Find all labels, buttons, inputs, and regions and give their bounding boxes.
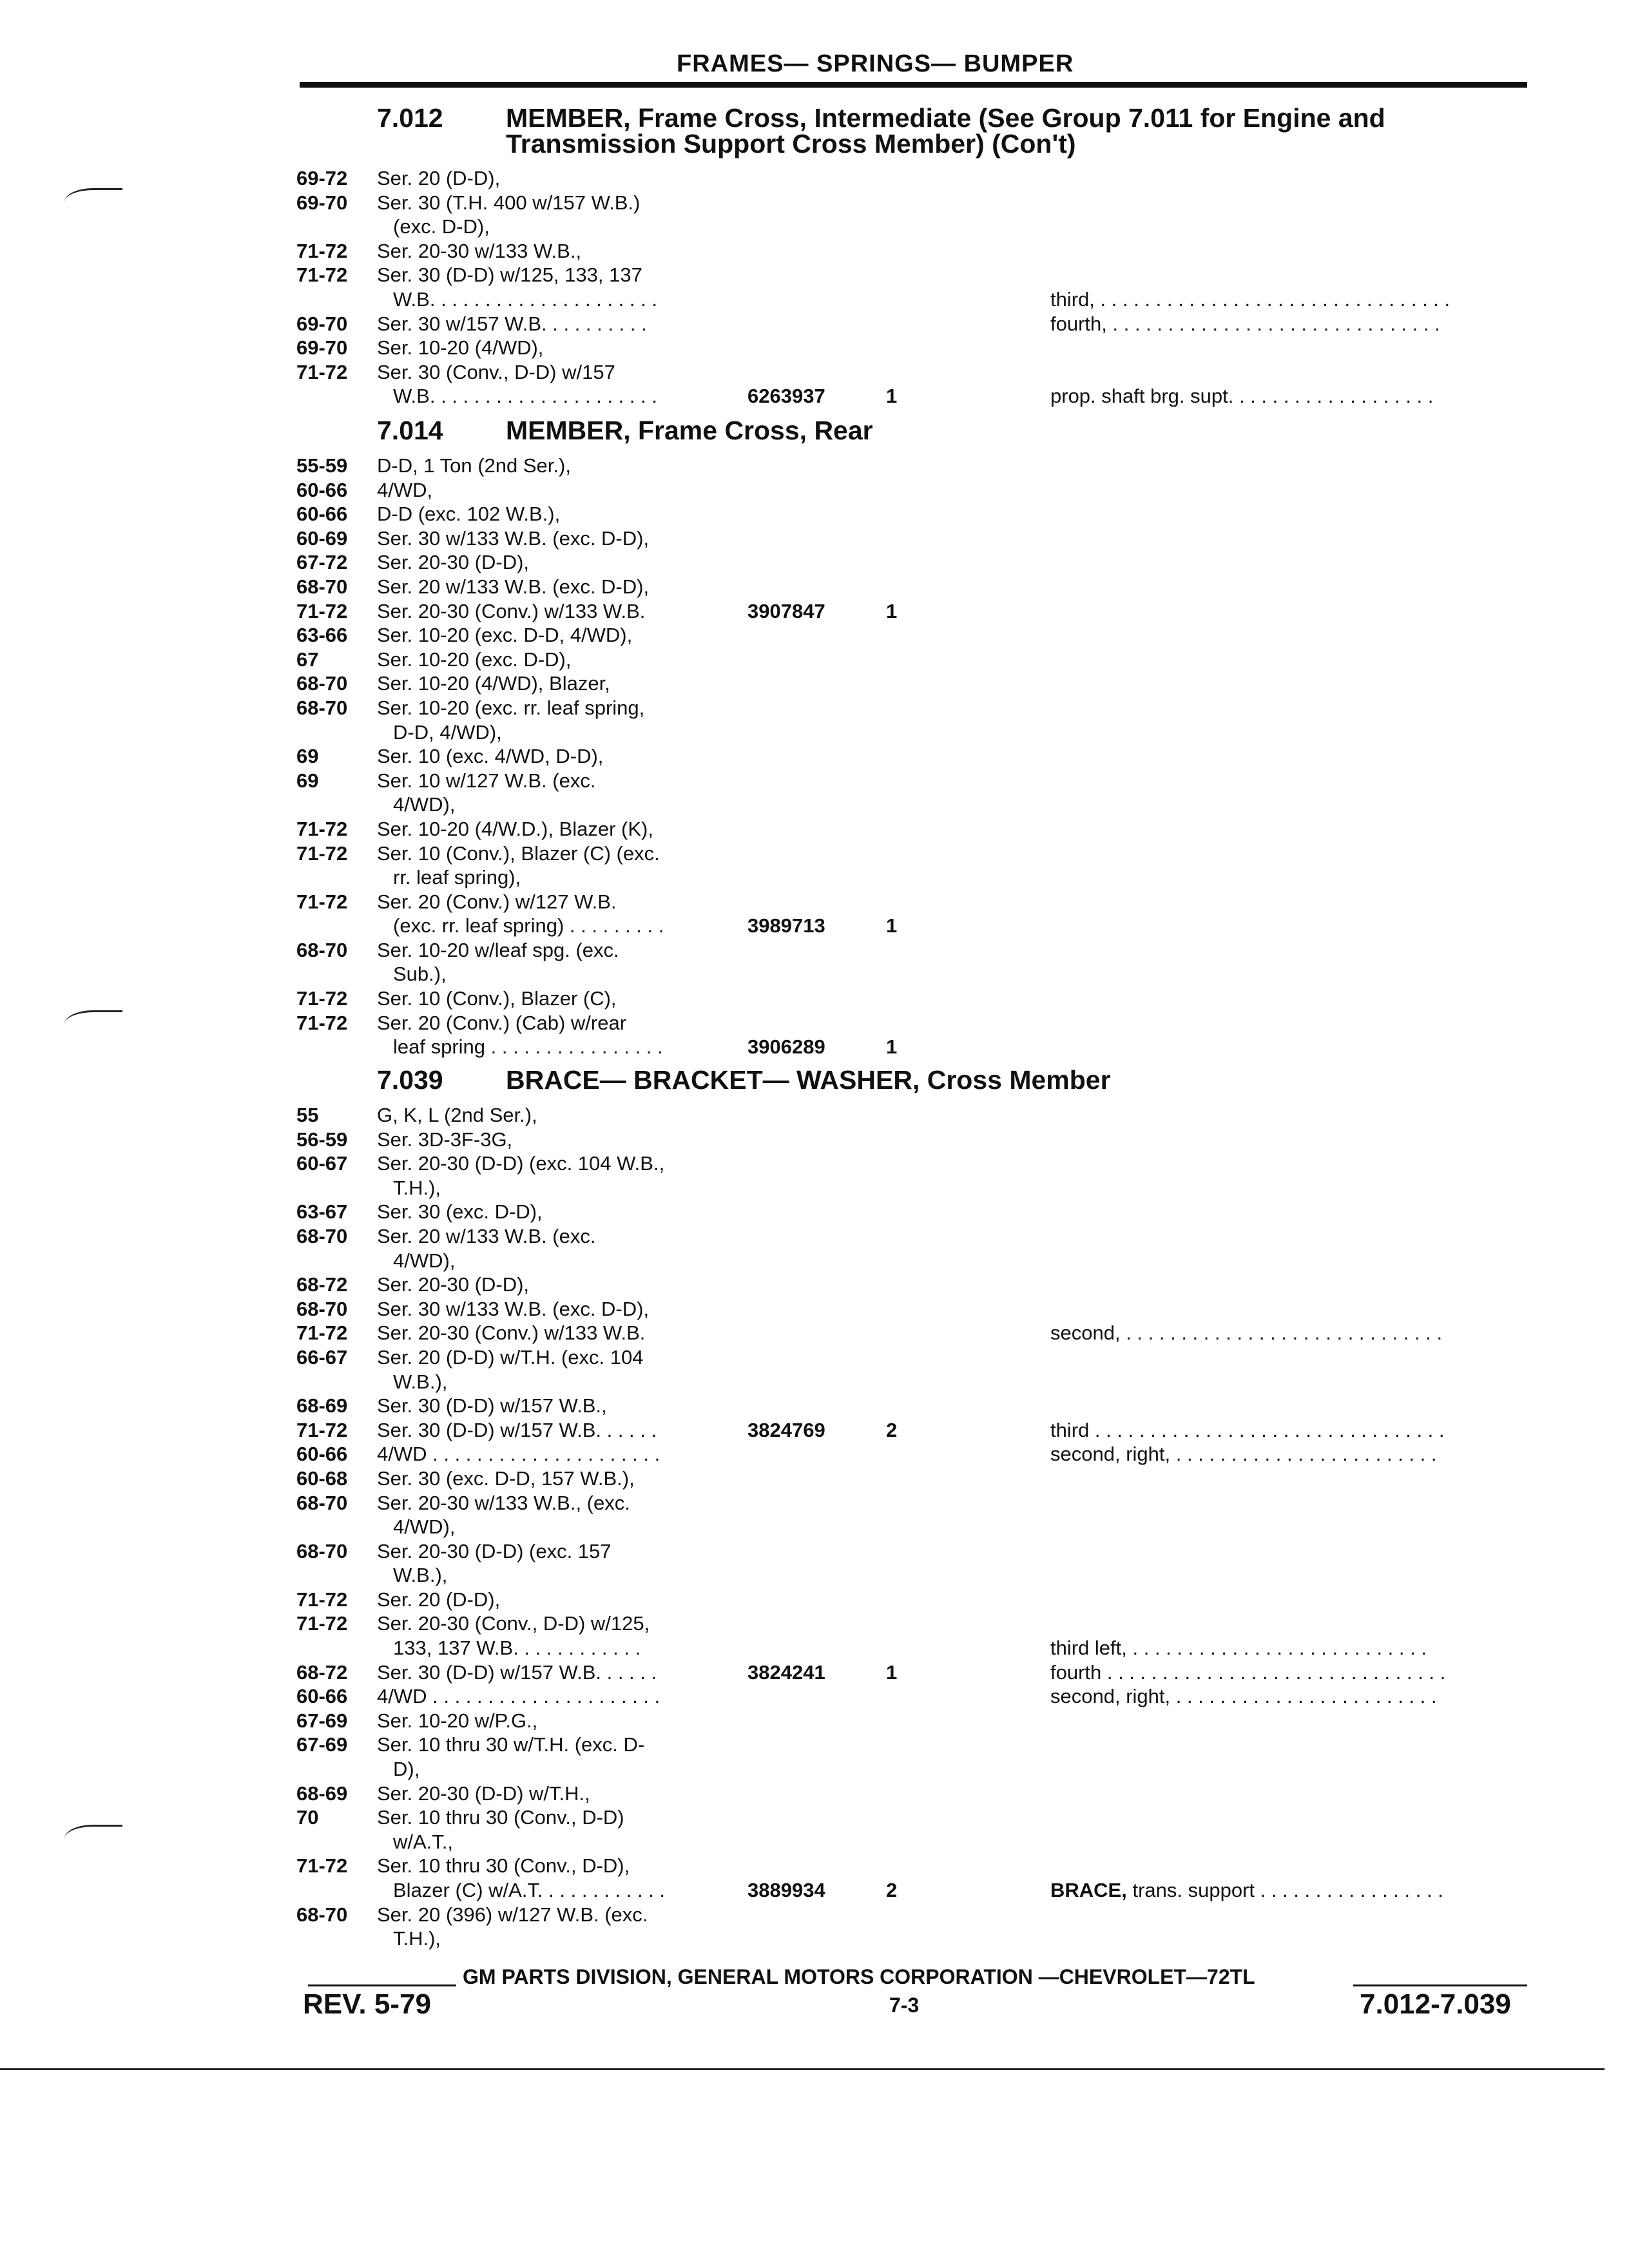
section-number: 7.039 bbox=[377, 1065, 443, 1095]
part-note bbox=[1050, 287, 1450, 312]
application-description: T.H.), bbox=[393, 1927, 441, 1950]
application-description: Ser. 20-30 (D-D) w/T.H., bbox=[377, 1782, 590, 1805]
part-note-text: third . . . . . . . . . . . . . . . . . . . . . . . . . . . . . . . . bbox=[1050, 1418, 1445, 1441]
application-description: (exc. rr. leaf spring) . . . . . . . . . bbox=[393, 914, 664, 937]
margin-mark bbox=[64, 1825, 122, 1852]
quantity: 1 bbox=[886, 914, 898, 937]
model-years: 67-69 bbox=[296, 1733, 348, 1756]
application-description: Ser. 10 (Conv.), Blazer (C), bbox=[377, 987, 617, 1010]
application-description: leaf spring . . . . . . . . . . . . . . . . bbox=[393, 1035, 663, 1059]
model-years: 71-72 bbox=[296, 599, 348, 622]
section-title: MEMBER, Frame Cross, Rear bbox=[506, 416, 873, 445]
application-description: W.B. . . . . . . . . . . . . . . . . . . . . bbox=[393, 287, 657, 311]
application-description: Sub.), bbox=[393, 963, 447, 986]
application-description: Ser. 20 (D-D) w/T.H. (exc. 104 bbox=[377, 1345, 644, 1369]
model-years: 68-70 bbox=[296, 1297, 348, 1320]
application-description: Ser. 20 (D-D), bbox=[377, 1588, 501, 1611]
page-range: 7.012-7.039 bbox=[1360, 1988, 1511, 2020]
application-description: Ser. 20 w/133 W.B. (exc. D-D), bbox=[377, 575, 650, 598]
model-years: 68-70 bbox=[296, 1539, 348, 1562]
part-number: 3989713 bbox=[747, 914, 825, 937]
model-years: 55 bbox=[296, 1104, 319, 1126]
model-years: 69-70 bbox=[296, 336, 348, 360]
model-years: 68-72 bbox=[296, 1660, 348, 1684]
application-description: Ser. 30 w/157 W.B. . . . . . . . . . bbox=[377, 312, 647, 335]
application-description: Ser. 10-20 (4/WD), Blazer, bbox=[377, 672, 610, 695]
model-years: 66-67 bbox=[296, 1345, 348, 1369]
application-description: Ser. 20-30 w/133 W.B., bbox=[377, 239, 582, 262]
section-header-7039 bbox=[377, 1067, 1537, 1096]
quantity: 1 bbox=[886, 385, 898, 408]
model-years: 68-70 bbox=[296, 696, 348, 719]
model-years: 68-72 bbox=[296, 1273, 348, 1296]
part-note bbox=[1050, 1636, 1427, 1660]
model-years: 68-70 bbox=[296, 575, 348, 598]
model-years: 56-59 bbox=[296, 1128, 348, 1151]
section-number: 7.014 bbox=[377, 416, 443, 445]
model-years: 71-72 bbox=[296, 1418, 348, 1441]
application-description: Ser. 20-30 (D-D) (exc. 104 W.B., bbox=[377, 1152, 665, 1175]
part-note-text: second, . . . . . . . . . . . . . . . . . . . . . . . . . . . . . bbox=[1050, 1321, 1443, 1345]
footer-text: GM PARTS DIVISION, GENERAL MOTORS CORPORATION —CHEVROLET—72TL bbox=[463, 1965, 1255, 1988]
footer-rule-right bbox=[1353, 1984, 1527, 1986]
part-note-text: trans. support . . . . . . . . . . . . . . . . . bbox=[1126, 1879, 1443, 1901]
application-description: Ser. 10-20 w/leaf spg. (exc. bbox=[377, 938, 619, 961]
part-note-text: third, . . . . . . . . . . . . . . . . . . . . . . . . . . . . . . . . bbox=[1050, 287, 1451, 311]
application-description: Ser. 20-30 (D-D) (exc. 157 bbox=[377, 1539, 612, 1562]
model-years: 63-67 bbox=[296, 1200, 348, 1224]
footer-rule-left bbox=[308, 1984, 456, 1986]
application-description: 4/WD . . . . . . . . . . . . . . . . . . . . . bbox=[377, 1443, 660, 1466]
application-description: 133, 137 W.B. . . . . . . . . . . . bbox=[393, 1637, 641, 1660]
model-years: 70 bbox=[296, 1806, 319, 1829]
part-number: 3824769 bbox=[747, 1418, 825, 1441]
application-description: Ser. 10 w/127 W.B. (exc. bbox=[377, 769, 596, 792]
part-note bbox=[1050, 1684, 1437, 1709]
model-years: 68-70 bbox=[296, 1224, 348, 1247]
application-description: Ser. 10 (Conv.), Blazer (C) (exc. bbox=[377, 841, 660, 865]
application-description: Ser. 20 w/133 W.B. (exc. bbox=[377, 1224, 596, 1247]
model-years: 71-72 bbox=[296, 1011, 348, 1034]
part-note bbox=[1050, 312, 1440, 336]
application-description: G, K, L (2nd Ser.), bbox=[377, 1104, 537, 1126]
application-description: Ser. 20 (D-D), bbox=[377, 167, 501, 189]
part-note bbox=[1050, 1660, 1445, 1685]
application-description: Ser. 30 (D-D) w/157 W.B., bbox=[377, 1394, 607, 1418]
application-description: Ser. 20-30 (Conv.) w/133 W.B. bbox=[377, 1321, 646, 1345]
model-years: 60-68 bbox=[296, 1466, 348, 1490]
model-years: 60-66 bbox=[296, 1443, 348, 1466]
model-years: 60-69 bbox=[296, 526, 348, 550]
application-description: D-D, 1 Ton (2nd Ser.), bbox=[377, 454, 571, 477]
quantity: 1 bbox=[886, 1660, 898, 1684]
model-years: 71-72 bbox=[296, 264, 348, 287]
application-description: Ser. 10 thru 30 (Conv., D-D), bbox=[377, 1854, 630, 1878]
section-title: MEMBER, Frame Cross, Intermediate (See Group 7.011 for Engine and Transmission Support Cross Member) (Con't) bbox=[506, 103, 1385, 159]
section-number: 7.012 bbox=[377, 103, 443, 133]
application-description: T.H.), bbox=[393, 1176, 441, 1199]
part-note-text: second, right, . . . . . . . . . . . . . . . . . . . . . . . . bbox=[1050, 1685, 1437, 1708]
part-note bbox=[1050, 1878, 1443, 1903]
application-description: Ser. 20-30 w/133 W.B., (exc. bbox=[377, 1491, 630, 1514]
quantity: 1 bbox=[886, 599, 898, 622]
quantity: 2 bbox=[886, 1879, 898, 1901]
application-description: W.B.), bbox=[393, 1564, 448, 1587]
model-years: 68-70 bbox=[296, 1491, 348, 1514]
application-description: Blazer (C) w/A.T. . . . . . . . . . . . bbox=[393, 1879, 666, 1901]
part-note bbox=[1050, 1321, 1442, 1345]
application-description: Ser. 30 (D-D) w/157 W.B. . . . . . bbox=[377, 1418, 657, 1441]
application-description: Ser. 30 (D-D) w/125, 133, 137 bbox=[377, 264, 642, 287]
part-note bbox=[1050, 1442, 1437, 1466]
part-note-name: BRACE, bbox=[1050, 1879, 1127, 1901]
application-description: Ser. 30 (T.H. 400 w/157 W.B.) bbox=[377, 191, 641, 214]
model-years: 71-72 bbox=[296, 1854, 348, 1878]
model-years: 68-70 bbox=[296, 672, 348, 695]
application-description: Ser. 10-20 (exc. rr. leaf spring, bbox=[377, 696, 645, 719]
part-number: 3889934 bbox=[747, 1879, 825, 1901]
part-note-text: fourth, . . . . . . . . . . . . . . . . . . . . . . . . . . . . . . bbox=[1050, 312, 1440, 335]
model-years: 60-66 bbox=[296, 1685, 348, 1708]
part-number: 3907847 bbox=[747, 599, 825, 622]
quantity: 2 bbox=[886, 1418, 898, 1441]
model-years: 71-72 bbox=[296, 841, 348, 865]
margin-mark bbox=[64, 1010, 122, 1038]
model-years: 71-72 bbox=[296, 890, 348, 913]
section-header-7014 bbox=[377, 418, 1537, 447]
application-description: (exc. D-D), bbox=[393, 215, 490, 238]
part-note-text: third left, . . . . . . . . . . . . . . . . . . . . . . . . . . . bbox=[1050, 1637, 1427, 1660]
application-description: Ser. 3D-3F-3G, bbox=[377, 1128, 513, 1151]
application-description: W.B.), bbox=[393, 1370, 448, 1393]
model-years: 71-72 bbox=[296, 1321, 348, 1345]
model-years: 63-66 bbox=[296, 624, 348, 647]
application-description: Ser. 10-20 w/P.G., bbox=[377, 1709, 538, 1732]
application-description: Ser. 30 w/133 W.B. (exc. D-D), bbox=[377, 526, 650, 550]
model-years: 71-72 bbox=[296, 987, 348, 1010]
application-description: Ser. 20 (396) w/127 W.B. (exc. bbox=[377, 1903, 648, 1926]
application-description: Ser. 30 w/133 W.B. (exc. D-D), bbox=[377, 1297, 650, 1320]
model-years: 68-70 bbox=[296, 938, 348, 961]
model-years: 55-59 bbox=[296, 454, 348, 477]
application-description: Ser. 20-30 (D-D), bbox=[377, 551, 530, 574]
model-years: 67-69 bbox=[296, 1709, 348, 1732]
part-note-text: prop. shaft brg. supt. . . . . . . . . . . . . . . . . . . bbox=[1050, 385, 1434, 408]
part-number: 6263937 bbox=[747, 385, 825, 408]
model-years: 67 bbox=[296, 648, 319, 671]
application-description: D), bbox=[393, 1758, 420, 1781]
model-years: 71-72 bbox=[296, 1612, 348, 1635]
application-description: 4/WD), bbox=[393, 1515, 456, 1539]
model-years: 67-72 bbox=[296, 551, 348, 574]
application-description: Ser. 10-20 (exc. D-D, 4/WD), bbox=[377, 624, 633, 647]
page-title: FRAMES— SPRINGS— BUMPER bbox=[677, 50, 1074, 77]
model-years: 60-66 bbox=[296, 503, 348, 526]
page-number: 7-3 bbox=[889, 1994, 920, 2017]
application-description: Ser. 30 (Conv., D-D) w/157 bbox=[377, 360, 615, 383]
model-years: 69-70 bbox=[296, 191, 348, 214]
model-years: 71-72 bbox=[296, 1588, 348, 1611]
model-years: 69 bbox=[296, 769, 319, 792]
revision-label: REV. 5-79 bbox=[303, 1988, 431, 2020]
application-description: Ser. 30 (exc. D-D), bbox=[377, 1200, 543, 1224]
model-years: 69-72 bbox=[296, 167, 348, 189]
model-years: 69-70 bbox=[296, 312, 348, 335]
application-description: Ser. 20 (Conv.) (Cab) w/rear bbox=[377, 1011, 627, 1034]
application-description: 4/WD, bbox=[377, 478, 433, 501]
application-description: rr. leaf spring), bbox=[393, 866, 521, 889]
application-description: Ser. 30 (D-D) w/157 W.B. . . . . . bbox=[377, 1660, 657, 1684]
application-description: 4/WD . . . . . . . . . . . . . . . . . . . . . bbox=[377, 1685, 660, 1708]
model-years: 68-69 bbox=[296, 1394, 348, 1418]
application-description: Ser. 20-30 (Conv., D-D) w/125, bbox=[377, 1612, 650, 1635]
part-number: 3906289 bbox=[747, 1035, 825, 1059]
margin-mark bbox=[64, 188, 122, 216]
quantity: 1 bbox=[886, 1035, 898, 1059]
model-years: 71-72 bbox=[296, 239, 348, 262]
section-title: BRACE— BRACKET— WASHER, Cross Member bbox=[506, 1065, 1111, 1095]
application-description: W.B. . . . . . . . . . . . . . . . . . . . . bbox=[393, 385, 657, 408]
model-years: 60-66 bbox=[296, 478, 348, 501]
application-description: D-D (exc. 102 W.B.), bbox=[377, 503, 561, 526]
scan-edge-line bbox=[0, 2068, 1605, 2070]
application-description: Ser. 10 (exc. 4/WD, D-D), bbox=[377, 745, 604, 768]
application-description: 4/WD), bbox=[393, 793, 456, 816]
application-description: Ser. 10-20 (exc. D-D), bbox=[377, 648, 572, 671]
model-years: 71-72 bbox=[296, 360, 348, 383]
part-note bbox=[1050, 1418, 1445, 1443]
part-note-text: second, right, . . . . . . . . . . . . . . . . . . . . . . . . bbox=[1050, 1443, 1437, 1466]
application-description: Ser. 20 (Conv.) w/127 W.B. bbox=[377, 890, 617, 913]
part-note bbox=[1050, 384, 1433, 408]
model-years: 68-69 bbox=[296, 1782, 348, 1805]
model-years: 60-67 bbox=[296, 1152, 348, 1175]
model-years: 68-70 bbox=[296, 1903, 348, 1926]
application-description: Ser. 10-20 (4/W.D.), Blazer (K), bbox=[377, 817, 653, 840]
application-description: Ser. 10 thru 30 w/T.H. (exc. D- bbox=[377, 1733, 645, 1756]
application-description: Ser. 20-30 (D-D), bbox=[377, 1273, 530, 1296]
application-description: D-D, 4/WD), bbox=[393, 720, 502, 744]
application-description: 4/WD), bbox=[393, 1249, 456, 1272]
application-description: Ser. 30 (exc. D-D, 157 W.B.), bbox=[377, 1466, 635, 1490]
header-rule bbox=[300, 82, 1527, 88]
model-years: 69 bbox=[296, 745, 319, 768]
model-years: 71-72 bbox=[296, 817, 348, 840]
section-header-7012 bbox=[377, 105, 1537, 163]
part-number: 3824241 bbox=[747, 1660, 825, 1684]
application-description: Ser. 10-20 (4/WD), bbox=[377, 336, 544, 360]
part-note-text: fourth . . . . . . . . . . . . . . . . . . . . . . . . . . . . . . . bbox=[1050, 1660, 1446, 1684]
application-description: Ser. 10 thru 30 (Conv., D-D) bbox=[377, 1806, 624, 1829]
application-description: Ser. 20-30 (Conv.) w/133 W.B. bbox=[377, 599, 646, 622]
application-description: w/A.T., bbox=[393, 1830, 454, 1853]
